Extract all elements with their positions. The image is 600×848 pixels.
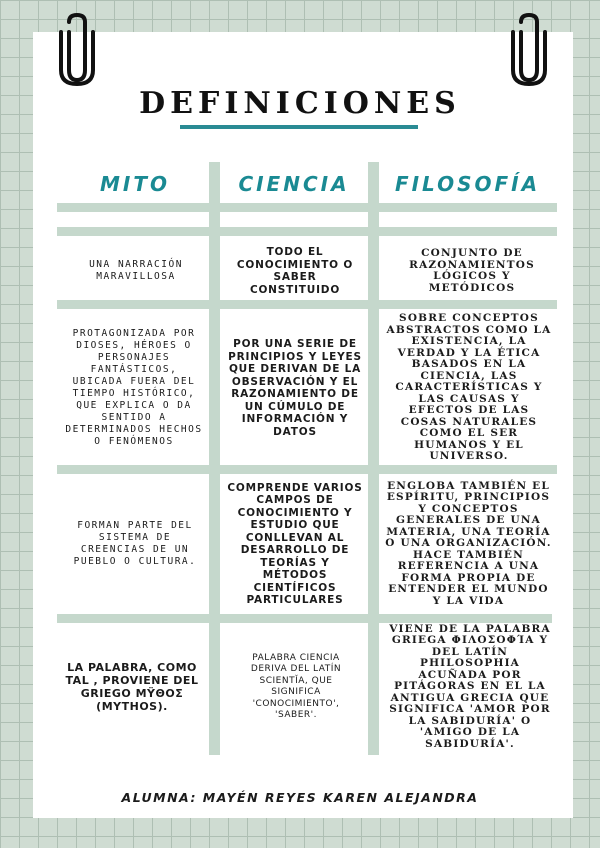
table-cell: PROTAGONIZADA POR DIOSES, HÉROES O PERSONAJES FANTÁSTICOS, UBICADA FUERA DEL TIEMPO HISTÓRICO, QUE EXPLICA O DA SENTIDO A DETERMINADOS HECHOS O FENÓMENOS: [65, 328, 203, 447]
column-divider: [209, 162, 220, 755]
column-header-mito: MITO: [100, 172, 170, 196]
row-divider: [57, 465, 557, 474]
table-cell: POR UNA SERIE DE PRINCIPIOS Y LEYES QUE DERIVAN DE LA OBSERVACIÓN Y EL RAZONAMIENTO DE UN CÚMULO DE INFORMACIÓN Y DATOS: [228, 338, 362, 438]
row-divider: [57, 614, 552, 623]
table-cell: TODO EL CONOCIMIENTO O SABER CONSTITUIDO: [236, 246, 354, 296]
table-cell: FORMAN PARTE DEL SISTEMA DE CREENCIAS DE UN PUEBLO O CULTURA.: [73, 520, 197, 567]
page-title: DEFINICIONES: [139, 86, 461, 121]
paperclip-icon: [509, 12, 549, 86]
table-cell: ENGLOBA TAMBIÉN EL ESPÍRITU, PRINCIPIOS Y CONCEPTOS GENERALES DE UNA MATERIA, UNA TEORÍA O UNA ORGANIZACIÓN. HACE TAMBIÉN REFERENCIA A UNA FORMA PROPIA DE ENTENDER EL MUNDO Y LA VIDA: [385, 479, 552, 607]
table-cell: VIENE DE LA PALABRA GRIEGA ΦΙΛΟΣΟΦΊΑ Y DEL LATÍN PHILOSOPHIA ACUÑADA POR PITÁGORAS EN EL LA ANTIGUA GRECIA QUE SIGNIFICA 'AMOR POR LA SABIDURÍA' O 'AMIGO DE LA SABIDURÍA'.: [389, 622, 551, 750]
table-cell: LA PALABRA, COMO TAL , PROVIENE DEL GRIEGO ΜΫΘΟΣ (MYTHOS).: [65, 661, 199, 713]
row-divider: [57, 203, 557, 212]
column-header-filosofia: FILOSOFÍA: [394, 172, 541, 196]
table-cell: CONJUNTO DE RAZONAMIENTOS LÓGICOS Y METÓDICOS: [409, 247, 535, 294]
student-name: ALUMNA: MAYÉN REYES KAREN ALEJANDRA: [121, 790, 479, 805]
column-header-ciencia: CIENCIA: [238, 172, 350, 196]
table-cell: SOBRE CONCEPTOS ABSTRACTOS COMO LA EXISTENCIA, LA VERDAD Y LA ÉTICA BASADOS EN LA CIENCIA, LAS CARACTERÍSTICAS Y LAS CAUSAS Y EFECTOS DE LAS COSAS NATURALES COMO EL SER HUMANOS Y EL UNIVERSO.: [386, 312, 552, 463]
paperclip-icon: [57, 12, 97, 86]
title-underline: [180, 125, 418, 129]
row-divider: [57, 227, 557, 236]
table-cell: COMPRENDE VARIOS CAMPOS DE CONOCIMIENTO Y ESTUDIO QUE CONLLEVAN AL DESARROLLO DE TEORÍAS Y MÉTODOS CIENTÍFICOS PARTICULARES: [227, 481, 363, 606]
table-cell: PALABRA CIENCIA DERIVA DEL LATÍN SCIENTĬA, QUE SIGNIFICA 'CONOCIMIENTO', 'SABER'.: [250, 652, 342, 720]
table-cell: UNA NARRACIÓN MARAVILLOSA: [89, 259, 183, 282]
